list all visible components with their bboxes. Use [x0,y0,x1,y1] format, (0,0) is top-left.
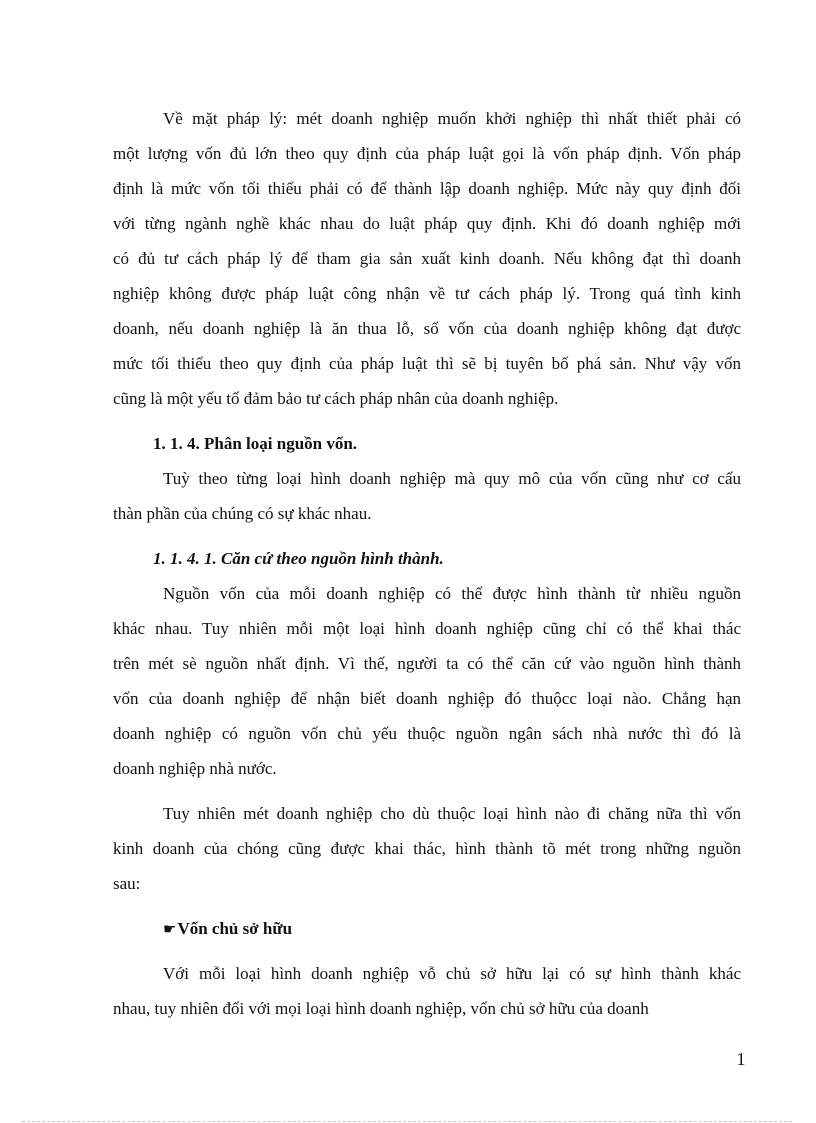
paragraph-line: kinh doanh của chóng cũng được khai thác, hình thành tõ mét trong những nguồn [113,839,741,858]
paragraph-capital-sources [113,576,741,786]
paragraph-line: Tuỳ theo từng loại hình doanh nghiệp mà quy mô của vốn cũng như cơ cấu [163,469,741,488]
paragraph-line: một lượng vốn đủ lớn theo quy định của pháp luật gọi là vốn pháp định. Vốn pháp [113,144,741,163]
paragraph-line: trên mét sè nguồn nhất định. Vì thế, người ta có thể căn cứ vào nguồn hình thành [113,654,741,673]
page-number: 1 [736,1049,746,1069]
paragraph-line: sau: [113,874,141,893]
paragraph-business-capital [113,796,741,901]
paragraph-line: với từng ngành nghề khác nhau do luật pháp quy định. Khi đó doanh nghiệp mới [113,214,741,233]
paragraph-line: thàn phần của chúng có sự khác nhau. [113,504,372,523]
bullet-heading-text: Vốn chủ sở hữu [177,919,293,938]
paragraph-line: mức tối thiểu theo quy định của pháp luật thì sẽ bị tuyên bố phá sản. Như vậy vốn [113,354,741,373]
paragraph-line: Về mặt pháp lý: mét doanh nghiệp muốn khởi nghiệp thì nhất thiết phải có [163,109,741,128]
section-heading-1-1-4: 1. 1. 4. Phân loại nguồn vốn. [153,434,358,453]
page-bottom-divider [22,1121,792,1122]
paragraph-line: định là mức vốn tối thiểu phải có để thành lập doanh nghiệp. Mức này quy định đối [113,179,741,198]
paragraph-line: doanh nghiệp nhà nước. [113,759,277,778]
paragraph-line: Nguồn vốn của mỗi doanh nghiệp có thể được hình thành từ nhiều nguồn [163,584,741,603]
paragraph-line: doanh, nếu doanh nghiệp là ăn thua lỗ, số vốn của doanh nghiệp không đạt được [113,319,741,338]
pointing-hand-icon: ☛ [163,922,177,938]
paragraph-line: nhau, tuy nhiên đối với mọi loại hình doanh nghiệp, vốn chủ sở hữu của doanh [113,999,649,1018]
paragraph-equity [113,956,741,1026]
paragraph-classification [113,461,741,531]
document-body [113,101,741,1026]
paragraph-line: vốn của doanh nghiệp để nhận biết doanh nghiệp đó thuộcc loại nào. Chẳng hạn [113,689,741,708]
paragraph-line: nghiệp không được pháp luật công nhận về tư cách pháp lý. Trong quá tình kinh [113,284,741,303]
paragraph-line: Với mỗi loại hình doanh nghiệp vỗ chủ sở hữu lại có sự hình thành khác [163,964,741,983]
paragraph-line: khác nhau. Tuy nhiên mỗi một loại hình doanh nghiệp cũng chỉ có thể khai thác [113,619,741,638]
bullet-heading-equity [113,911,741,946]
paragraph-legal-aspect [113,101,741,416]
section-heading-1-1-4-1: 1. 1. 4. 1. Căn cứ theo nguồn hình thành. [153,549,444,568]
paragraph-line: doanh nghiệp có nguồn vốn chủ yếu thuộc nguồn ngân sách nhà nước thì đó là [113,724,741,743]
paragraph-line: Tuy nhiên mét doanh nghiệp cho dù thuộc loại hình nào đi chăng nữa thì vốn [163,804,741,823]
paragraph-line: có đủ tư cách pháp lý để tham gia sản xuất kinh doanh. Nếu không đạt thì doanh [113,249,741,268]
paragraph-line: cũng là một yếu tố đảm bảo tư cách pháp nhân của doanh nghiệp. [113,389,559,408]
